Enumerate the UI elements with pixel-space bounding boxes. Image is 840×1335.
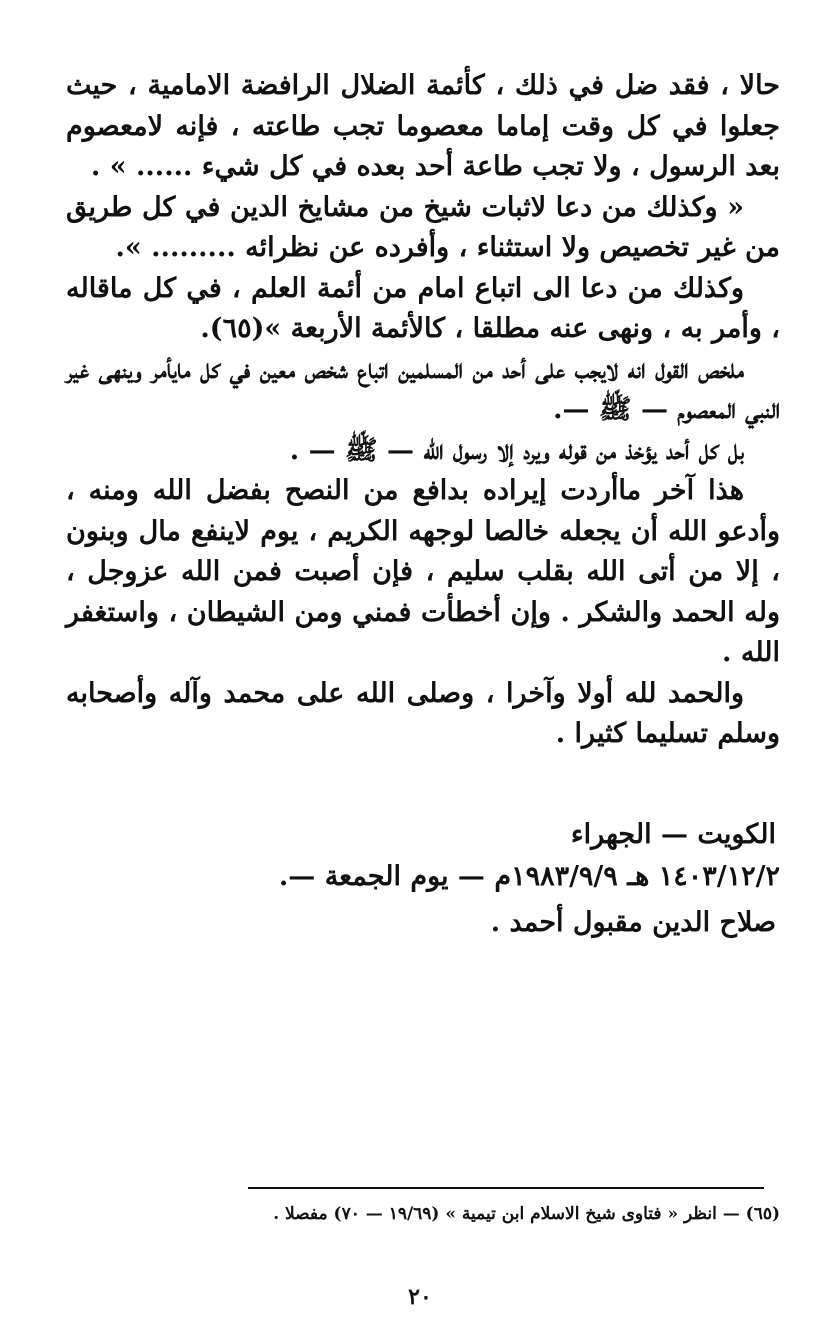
paragraph: وكذلك من دعا الى اتباع امام من أئمة العلم ، في كل ماقاله ، وأمر به ، ونهى عنه مطلقا ، كالأئمة الأربعة »(٦٥). <box>66 272 780 344</box>
paragraph: بل كل أحد يؤخذ من قوله ويرد إلا رسول الله — ﷺ — . <box>289 434 744 466</box>
paragraph: والحمد لله أولا وآخرا ، وصلى الله على محمد وآله وأصحابه وسلم تسليما كثيرا . <box>66 677 780 749</box>
paragraph: هذا آخر ماأردت إيراده بدافع من النصح بفضل الله ومنه ، وأدعو الله أن يجعله خالصا لوجهه الكريم ، يوم لاينفع مال وبنون ، إلا من أتى الله بقلب سليم ، فإن أصبت فمن الله عزوجل ، وله الحمد والشكر . وإن أخطأت فمني ومن الشيطان ، واستغفر الله . <box>66 475 780 668</box>
signature-date: ١٤٠٣/١٢/٢ هـ ١٩٨٣/٩/٩م — يوم الجمعة —. <box>278 861 780 892</box>
signature-place: الكويت — الجهراء <box>570 819 776 850</box>
signature-name: صلاح الدين مقبول أحمد . <box>490 907 776 938</box>
signature-block <box>66 814 780 944</box>
footnote-divider <box>248 1187 764 1189</box>
paragraph: حالا ، فقد ضل في ذلك ، كأئمة الضلال الرافضة الامامية ، حيث جعلوا في كل وقت إماما معصوما تجب طاعته ، فإنه لامعصوم بعد الرسول ، ولا تجب طاعة أحد بعده في كل شيء ...... » . <box>66 70 780 182</box>
paragraph: ملخص القول انه لايجب على أحد من المسلمين اتباع شخص معين في كل مايأمر وينهى غير النبي المعصوم — ﷺ —. <box>66 353 780 425</box>
footnote: (٦٥) — انظر « فتاوى شيخ الاسلام ابن تيمية » (١٩/٦٩ — ٧٠) مفصلا . <box>273 1204 780 1224</box>
main-text <box>66 66 780 755</box>
page-number: ٢٠ <box>408 1284 432 1310</box>
paragraph: « وكذلك من دعا لاثبات شيخ من مشايخ الدين في كل طريق من غير تخصيص ولا استثناء ، وأفرده عن نظرائه ......... ». <box>66 191 780 263</box>
